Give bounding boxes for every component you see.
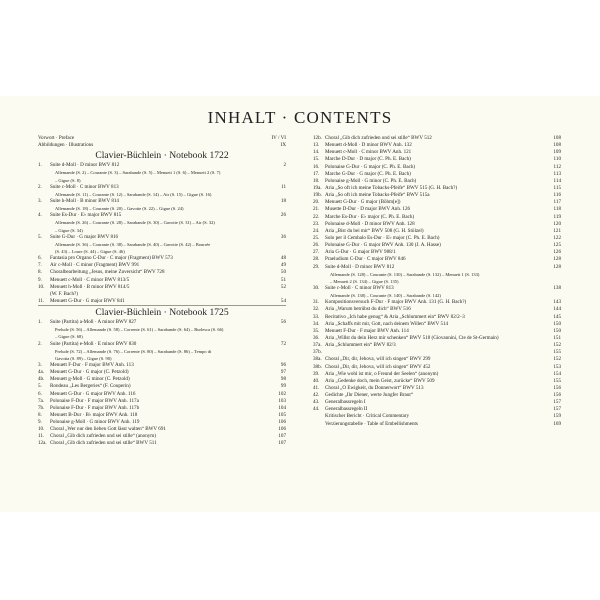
entry-title: Choralbearbeitung „Jesus, meine Zuversicht“ BWV 728 bbox=[50, 269, 165, 276]
entry-title: Suite Es-Dur · E♭ major BWV 815 bbox=[50, 212, 122, 219]
contents-entry bbox=[38, 135, 286, 142]
contents-entry bbox=[313, 328, 561, 335]
movement-list bbox=[38, 205, 286, 212]
movement-text: Allemande (S. 128) – Courante (S. 130) – Sarabande (S. 132) – Menuett 1 (S. 133) bbox=[330, 271, 480, 277]
contents-entry bbox=[38, 142, 286, 149]
entry-page: 154 bbox=[553, 370, 561, 377]
entry-page: 145 bbox=[553, 313, 561, 320]
entry-page: 103 bbox=[278, 397, 286, 404]
entry-page: IX bbox=[280, 142, 286, 149]
entry-page: 107 bbox=[278, 440, 286, 447]
entry-number: 38a. bbox=[313, 356, 322, 363]
entry-page: 113 bbox=[553, 170, 561, 177]
entry-page: 108 bbox=[553, 142, 561, 149]
entry-page: 155 bbox=[553, 349, 561, 356]
entry-title: Polonaise G-Dur · G major BWV Anh. 130 (J. A. Hasse) bbox=[325, 242, 441, 249]
entry-page: 155 bbox=[553, 377, 561, 384]
contents-entry bbox=[313, 321, 561, 328]
entry-page: 143 bbox=[553, 299, 561, 306]
movement-list bbox=[38, 348, 286, 355]
entry-title: Solo per il Cembalo Es-Dur · E♭ major (C. Ph. E. Bach) bbox=[325, 234, 440, 241]
contents-entry bbox=[38, 398, 286, 405]
contents-entry bbox=[38, 341, 286, 348]
entry-number: 34. bbox=[313, 320, 320, 327]
entry-title: Aria „Wie wohl ist mir, o Freund der Seelen“ (anonym) bbox=[325, 370, 439, 377]
entry-page: 112 bbox=[553, 163, 561, 170]
entry-title: Menuett G-Dur · G major (Böhm[e]) bbox=[325, 199, 401, 206]
contents-entry bbox=[313, 342, 561, 349]
entry-page: 52 bbox=[280, 283, 286, 290]
entry-number: 38b. bbox=[313, 363, 322, 370]
entry-title: Generalbassregeln I bbox=[325, 399, 366, 406]
entry-number: 25. bbox=[313, 234, 320, 241]
movement-list bbox=[38, 227, 286, 234]
movement-text: – Gigue (S. 8) bbox=[55, 177, 81, 183]
entry-title: Menuett c-Moll · C minor BWV Anh. 121 bbox=[325, 149, 412, 156]
entry-number: 9. bbox=[38, 419, 42, 426]
entry-page: 115 bbox=[553, 184, 561, 191]
entry-page: 126 bbox=[553, 249, 561, 256]
movement-text: Allemande (S. 2) – Courante (S. 3) – Sarabande (S. 5) – Menuett 1 (S. 6) – Menuett 2 (S. 7) bbox=[55, 170, 221, 176]
entry-number: 1. bbox=[38, 319, 42, 326]
entry-number: 33. bbox=[313, 313, 320, 320]
entry-number: 37a. bbox=[313, 342, 322, 349]
entry-title: Kritischer Bericht · Critical Commentary bbox=[325, 413, 410, 420]
contents-entry bbox=[313, 135, 561, 142]
contents-entry bbox=[313, 164, 561, 171]
entry-number: 27. bbox=[313, 249, 320, 256]
entry-page: 26 bbox=[280, 212, 286, 219]
entry-number: 41. bbox=[313, 384, 320, 391]
contents-entry bbox=[313, 214, 561, 221]
section-heading: Clavier-Büchlein · Notebook 1725 bbox=[95, 307, 229, 319]
entry-title: Vorwort · Preface bbox=[38, 135, 75, 141]
entry-title: Menuett h-Moll · B minor BWV 814/5 bbox=[50, 283, 130, 290]
contents-entry bbox=[313, 392, 561, 399]
entry-page: 102 bbox=[278, 390, 286, 397]
entry-page: 169 bbox=[553, 420, 561, 427]
entry-title: Praeludium C-Dur · C major BWV 846 bbox=[325, 256, 406, 263]
entry-page: 138 bbox=[553, 284, 561, 291]
entry-title: Polonaise d-Moll · D minor BWV Anh. 128 bbox=[325, 220, 415, 227]
entry-number: 11. bbox=[38, 297, 45, 304]
entry-title: Suite d-Moll · D minor BWV 812 bbox=[50, 162, 120, 169]
entry-page: 36 bbox=[280, 233, 286, 240]
entry-page: 18 bbox=[280, 197, 286, 204]
entry-title: Aria „Schaffs mit mir, Gott, nach deinem Willen“ BWV 514 bbox=[325, 320, 449, 327]
contents-right-column bbox=[313, 135, 561, 428]
entry-page: 106 bbox=[278, 419, 286, 426]
entry-page: 152 bbox=[553, 342, 561, 349]
contents-entry bbox=[38, 440, 286, 447]
entry-title: Choral „Dir, dir, Jehova, will ich singen“ BWV 299 bbox=[325, 356, 431, 363]
movement-list bbox=[38, 355, 286, 362]
entry-number: 12a. bbox=[38, 440, 47, 447]
entry-number: 24. bbox=[313, 227, 320, 234]
entry-number: 19a. bbox=[313, 184, 322, 191]
entry-title: Polonaise F-Dur · F major BWV Anh. 117a bbox=[50, 397, 139, 404]
page-title: INHALT · CONTENTS bbox=[207, 108, 393, 127]
contents-entry bbox=[313, 221, 561, 228]
contents-entry bbox=[313, 314, 561, 321]
movement-list bbox=[38, 169, 286, 176]
entry-title: Menuett G-Dur · G major (C. Petzold) bbox=[50, 369, 129, 376]
entry-title: Suite (Partita) e-Moll · E minor BWV 830 bbox=[50, 340, 137, 347]
entry-page: 118 bbox=[553, 206, 561, 213]
entry-page: 119 bbox=[553, 213, 561, 220]
entry-page: 50 bbox=[280, 269, 286, 276]
entry-title: Choral „Dir, dir, Jehova, will ich singen“ BWV 452 bbox=[325, 363, 431, 370]
entry-number: 7. bbox=[38, 262, 42, 269]
movement-text: Allemande (S. 18) – Courante (S. 20) – Gavotte (S. 22) – Gigue (S. 24) bbox=[55, 206, 184, 212]
entry-title: Menuett F-Dur · F major BWV Anh. 113 bbox=[50, 361, 134, 368]
entry-page: 114 bbox=[553, 177, 561, 184]
entry-title: Menuett F-Dur · F major BWV Anh. 114 bbox=[325, 327, 409, 334]
entry-title: Kompositionsversuch F-Dur · F major BWV Anh. 131 (G. H. Bach?) bbox=[325, 299, 467, 306]
entry-number: 29. bbox=[313, 263, 320, 270]
entry-page: 109 bbox=[553, 149, 561, 156]
entry-number: 4. bbox=[38, 212, 42, 219]
entry-page: 106 bbox=[278, 426, 286, 433]
entry-number: 14. bbox=[313, 149, 320, 156]
entry-number: 39. bbox=[313, 370, 320, 377]
contents-entry bbox=[38, 383, 286, 390]
entry-page: 120 bbox=[553, 220, 561, 227]
entry-number: 8. bbox=[38, 269, 42, 276]
contents-entry bbox=[313, 356, 561, 363]
entry-title: Aria „Gedenke doch, mein Geist, zurücke“ BWV 509 bbox=[325, 377, 435, 384]
entry-number: 32. bbox=[313, 306, 320, 313]
entry-number: 15. bbox=[313, 156, 320, 163]
entry-number: 13. bbox=[313, 142, 320, 149]
entry-title: Suite d-Moll · D minor BWV 812 bbox=[325, 263, 395, 270]
movement-text: – Menuett 2 (S. 134) – Gigue (S. 135) bbox=[330, 278, 399, 284]
contents-entry bbox=[38, 184, 286, 191]
entry-title: Aria „Bist du bei mir“ BWV 508 (G. H. Stölzel) bbox=[325, 227, 424, 234]
contents-entry bbox=[313, 242, 561, 249]
entry-page: 151 bbox=[553, 334, 561, 341]
entry-number: 37b. bbox=[313, 349, 322, 356]
entry-page: 152 bbox=[553, 356, 561, 363]
entry-number: 22. bbox=[313, 213, 320, 220]
entry-page: 54 bbox=[280, 297, 286, 304]
entry-number: 12b. bbox=[313, 135, 322, 141]
entry-page: 104 bbox=[278, 404, 286, 411]
contents-entry bbox=[38, 234, 286, 241]
entry-title: Suite c-Moll · C minor BWV 813 bbox=[325, 284, 394, 291]
entry-number: 4a. bbox=[38, 369, 45, 376]
entry-title: Choral „Gib dich zufrieden und sei stille“ (anonym) bbox=[50, 433, 156, 440]
contents-entry bbox=[313, 406, 561, 413]
entry-page: 116 bbox=[553, 192, 561, 199]
contents-entry bbox=[313, 142, 561, 149]
contents-entry bbox=[313, 256, 561, 263]
contents-entry bbox=[38, 269, 286, 276]
entry-page: 72 bbox=[280, 340, 286, 347]
contents-entry bbox=[313, 264, 561, 271]
entry-page: 105 bbox=[278, 411, 286, 418]
entry-title: Verzierungstabelle · Table of Embellishments bbox=[325, 420, 418, 427]
entry-number: 21. bbox=[313, 206, 320, 213]
contents-entry bbox=[313, 178, 561, 185]
contents-entry bbox=[38, 298, 286, 306]
movement-list bbox=[38, 241, 286, 248]
entry-title: Menuett B-Dur · B♭ major BWV Anh. 118 bbox=[50, 411, 138, 418]
movement-text: Gavotta (S. 89) – Gigue (S. 90) bbox=[55, 355, 112, 361]
entry-page: 157 bbox=[553, 399, 561, 406]
entry-number: 16. bbox=[313, 163, 320, 170]
entry-title: Menuett g-Moll · G minor (C. Petzold) bbox=[50, 376, 130, 383]
movement-text: Prelude (S. 56) – Allemande (S. 58) – Corrente (S. 61) – Sarabande (S. 64) – Burlesca (S. 66) bbox=[55, 327, 224, 333]
contents-entry bbox=[313, 249, 561, 256]
entry-page: 156 bbox=[553, 392, 561, 399]
contents-entry bbox=[313, 371, 561, 378]
contents-entry bbox=[38, 162, 286, 169]
entry-title: Suite h-Moll · B minor BWV 814 bbox=[50, 197, 119, 204]
entry-page: 48 bbox=[280, 255, 286, 262]
contents-entry bbox=[38, 198, 286, 205]
contents-entry bbox=[38, 212, 286, 219]
entry-number: 42. bbox=[313, 392, 320, 399]
movement-text: Allemande (S. 26) – Courante (S. 28) – Sarabande (S. 30) – Gavotte (S. 31) – Air (S. 32) bbox=[55, 220, 215, 226]
entry-page: 2 bbox=[283, 162, 286, 169]
entry-title: Choral „Wer nur den lieben Gott lässt walten“ BWV 691 bbox=[50, 426, 166, 433]
entry-title: (W. F. Bach?) bbox=[50, 290, 78, 297]
entry-number: 7b. bbox=[38, 404, 45, 411]
entry-number: 31. bbox=[313, 299, 320, 306]
entry-number: 44. bbox=[313, 406, 320, 413]
entry-title: Fantasia pro Organo C-Dur · C major (Fragment) BWV 573 bbox=[50, 255, 173, 262]
entry-number: 6. bbox=[38, 390, 42, 397]
contents-entry bbox=[313, 306, 561, 313]
contents-entry bbox=[313, 364, 561, 371]
entry-number: 9. bbox=[38, 276, 42, 283]
movement-text: Prelude (S. 72) – Allemande (S. 76) – Corrente (S. 80) – Sarabande (S. 86) – Tempo di bbox=[55, 348, 212, 354]
entry-title: Polonaise g-Moll · G minor (C. Ph. E. Bach) bbox=[325, 177, 417, 184]
entry-number: 43. bbox=[313, 399, 320, 406]
entry-title: Polonaise g-Moll · G minor BWV Anh. 119 bbox=[50, 419, 140, 426]
entry-number: 3. bbox=[38, 197, 42, 204]
contents-entry bbox=[313, 199, 561, 206]
contents-entry bbox=[313, 228, 561, 235]
contents-entry bbox=[38, 284, 286, 291]
entry-page: 98 bbox=[280, 376, 286, 383]
entry-page: 153 bbox=[553, 363, 561, 370]
movement-text: Allemande (S. 138) – Courante (S. 140) – Sarabande (S. 142) bbox=[330, 293, 441, 299]
contents-left-column bbox=[38, 135, 286, 448]
entry-number: 7a. bbox=[38, 397, 45, 404]
entry-page: 156 bbox=[553, 384, 561, 391]
entry-number: 6. bbox=[38, 255, 42, 262]
entry-number: 36. bbox=[313, 334, 320, 341]
entry-title: Generalbassregeln II bbox=[325, 406, 368, 413]
entry-page: 128 bbox=[553, 256, 561, 263]
entry-title: Recitativo „Ich habe genug“ & Aria „Schlummert ein“ BWV 82/2–3 bbox=[325, 313, 465, 320]
entry-page: 11 bbox=[281, 183, 286, 190]
entry-page: 99 bbox=[280, 383, 286, 390]
entry-page: 159 bbox=[553, 413, 561, 420]
entry-page: 49 bbox=[280, 262, 286, 269]
contents-entry bbox=[38, 362, 286, 369]
entry-title: Gedichte „Ihr Diener, werte Jungfer Braut“ bbox=[325, 392, 414, 399]
entry-number: 35. bbox=[313, 327, 320, 334]
entry-title: Choral „Gib dich zufrieden und sei stille“ BWV 512 bbox=[325, 135, 432, 141]
contents-entry bbox=[313, 206, 561, 213]
section-heading: Clavier-Büchlein · Notebook 1722 bbox=[95, 150, 229, 162]
contents-entry bbox=[38, 291, 286, 298]
entry-title: Choral „Gib dich zufrieden und sei stille“ BWV 511 bbox=[50, 440, 157, 447]
entry-number: 20. bbox=[313, 199, 320, 206]
entry-title: Aria „Schlummert ein“ BWV 82/3 bbox=[325, 342, 396, 349]
entry-number: 11. bbox=[38, 433, 45, 440]
contents-entry bbox=[313, 378, 561, 385]
entry-title: Aria „So oft ich meine Tobacks-Pfeife“ BWV 515 (G. H. Bach?) bbox=[325, 184, 458, 191]
entry-page: 144 bbox=[553, 306, 561, 313]
contents-entry bbox=[38, 405, 286, 412]
entry-page: 121 bbox=[553, 227, 561, 234]
movement-list bbox=[38, 219, 286, 226]
contents-entry bbox=[38, 277, 286, 284]
entry-page: 110 bbox=[553, 156, 561, 163]
contents-entry bbox=[313, 413, 561, 420]
entry-title: Aria „Warum betrübst du dich“ BWV 516 bbox=[325, 306, 411, 313]
entry-page: IV / VI bbox=[271, 135, 286, 141]
movement-list bbox=[38, 326, 286, 333]
entry-number: 28. bbox=[313, 256, 320, 263]
entry-number: 26. bbox=[313, 242, 320, 249]
entry-page: 117 bbox=[553, 199, 561, 206]
contents-entry bbox=[313, 171, 561, 178]
entry-title: Air c-Moll · C minor (Fragment) BWV 991 bbox=[50, 262, 140, 269]
entry-number: 4b. bbox=[38, 376, 45, 383]
entry-page: 56 bbox=[280, 319, 286, 326]
entry-title: Menuett G-Dur · G major BWV Anh. 116 bbox=[50, 390, 136, 397]
entry-page: 157 bbox=[553, 406, 561, 413]
entry-title: Suite c-Moll · C minor BWV 813 bbox=[50, 183, 119, 190]
entry-title: Marche G-Dur · G major (C. Ph. E. Bach) bbox=[325, 170, 411, 177]
entry-page: 96 bbox=[280, 361, 286, 368]
contents-entry bbox=[313, 285, 561, 292]
entry-title: Menuett d-Moll · D minor BWV Anh. 132 bbox=[325, 142, 412, 149]
entry-title: Menuett c-Moll · C minor BWV 813/5 bbox=[50, 276, 130, 283]
entry-page: 150 bbox=[553, 320, 561, 327]
entry-number: 19b. bbox=[313, 192, 322, 199]
contents-entry bbox=[38, 319, 286, 326]
contents-entry bbox=[38, 412, 286, 419]
entry-page: 125 bbox=[553, 242, 561, 249]
movement-list bbox=[38, 191, 286, 198]
entry-title: Suite G-Dur · G major BWV 816 bbox=[50, 233, 119, 240]
entry-title: Suite (Partita) a-Moll · A minor BWV 827 bbox=[50, 319, 137, 326]
entry-page: 51 bbox=[280, 276, 286, 283]
movement-list bbox=[38, 333, 286, 340]
movement-text: – Gigue (S. 68) bbox=[55, 334, 83, 340]
book-page bbox=[0, 96, 600, 512]
entry-number: 40. bbox=[313, 377, 320, 384]
entry-title: Abbildungen · Illustrations bbox=[38, 142, 94, 149]
entry-page: 128 bbox=[553, 263, 561, 270]
entry-title: Rondeau „Les Bergeries“ (F. Couperin) bbox=[50, 383, 131, 390]
entry-number: 10. bbox=[38, 426, 45, 433]
movement-text: Allemande (S. 11) – Courante (S. 12) – Sarabande (S. 14) – Air (S. 15) – Gigue (S. 16) bbox=[55, 191, 212, 197]
entry-number: 10. bbox=[38, 283, 45, 290]
entry-number: 1. bbox=[38, 162, 42, 169]
movement-text: Allemande (S. 36) – Courante (S. 38) – Sarabande (S. 40) – Gavotte (S. 42) – Bourrée bbox=[55, 241, 211, 247]
entry-title: Aria „Willst du dein Herz mir schenken“ BWV 518 (Giovannini, Cte de St-Germain) bbox=[325, 334, 499, 341]
contents-entry bbox=[313, 156, 561, 163]
entry-title: Marche D-Dur · D major (C. Ph. E. Bach) bbox=[325, 156, 411, 163]
entry-title: Polonaise G-Dur · G major (C. Ph. E. Bach) bbox=[325, 163, 416, 170]
entry-page: 150 bbox=[553, 327, 561, 334]
entry-number: 3. bbox=[38, 361, 42, 368]
movement-text: (S. 43) – Loure (S. 44) – Gigue (S. 46) bbox=[55, 248, 125, 254]
contents-entry bbox=[313, 399, 561, 406]
contents-entry bbox=[313, 335, 561, 342]
entry-number: 8. bbox=[38, 411, 42, 418]
entry-page: 122 bbox=[553, 234, 561, 241]
entry-number: 30. bbox=[313, 284, 320, 291]
entry-page: 97 bbox=[280, 369, 286, 376]
movement-list bbox=[38, 177, 286, 184]
entry-number: 17. bbox=[313, 170, 320, 177]
movement-list bbox=[313, 278, 561, 285]
entry-number: 18. bbox=[313, 177, 320, 184]
contents-entry bbox=[38, 391, 286, 398]
contents-entry bbox=[313, 385, 561, 392]
entry-number: 5. bbox=[38, 383, 42, 390]
entry-title: Marche Es-Dur · E♭ major (C. Ph. E. Bach) bbox=[325, 213, 415, 220]
entry-title: Aria „So oft ich meine Tobacks-Pfeife“ BWV 515a bbox=[325, 192, 430, 199]
entry-number: 5. bbox=[38, 233, 42, 240]
entry-title: Aria G-Dur · G major BWV 988/1 bbox=[325, 249, 396, 256]
entry-number: 2. bbox=[38, 183, 42, 190]
entry-title: Choral „O Ewigkeit, du Donnerwort“ BWV 513 bbox=[325, 384, 424, 391]
entry-number: 23. bbox=[313, 220, 320, 227]
entry-title: Menuett G-Dur · G major BWV 841 bbox=[50, 297, 125, 304]
entry-title: Polonaise F-Dur · F major BWV Anh. 117b bbox=[50, 404, 140, 411]
entry-number: 2. bbox=[38, 340, 42, 347]
movement-text: – Gigue (S. 34) bbox=[55, 227, 83, 233]
entry-page: 107 bbox=[278, 433, 286, 440]
entry-page: 108 bbox=[553, 135, 561, 141]
contents-entry bbox=[313, 421, 561, 428]
entry-title: Musette D-Dur · D major BWV Anh. 126 bbox=[325, 206, 411, 213]
movement-list bbox=[313, 271, 561, 278]
